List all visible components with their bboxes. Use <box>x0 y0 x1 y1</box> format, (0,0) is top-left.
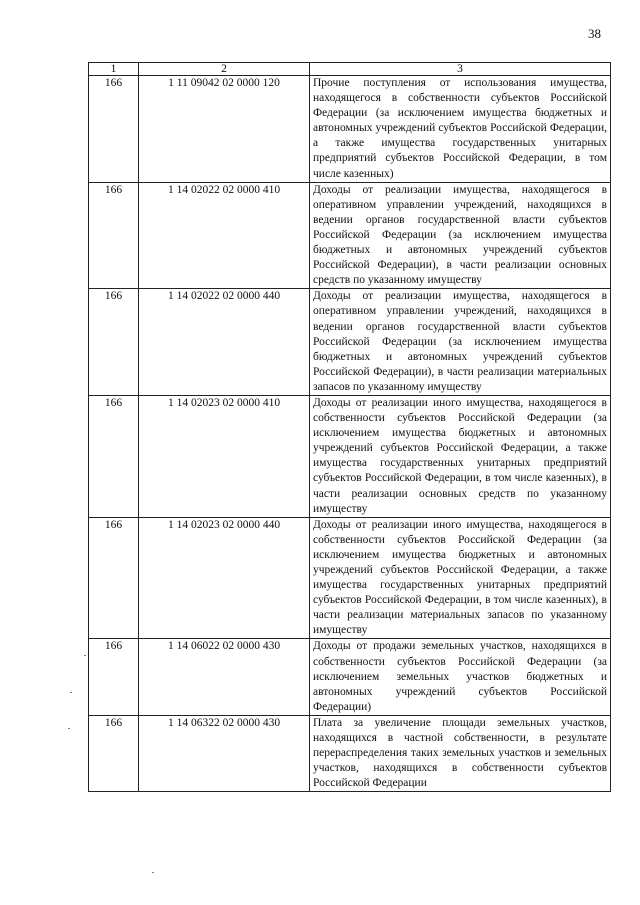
income-name-cell: Доходы от реализации имущества, находящегося в оперативном управлении учреждений, находящихся в ведении органов государственной власти субъектов Российской Федерации (за исключением имущества бюджетных и автономных учреждений субъектов Российской Федерации), в части реализации основных средств по указанному имуществу <box>310 182 611 289</box>
table-row <box>89 715 611 791</box>
table-row <box>89 289 611 396</box>
table-row <box>89 639 611 715</box>
income-codes-table <box>88 62 611 792</box>
income-code-cell: 1 14 06322 02 0000 430 <box>139 715 310 791</box>
income-code-cell: 1 14 06022 02 0000 430 <box>139 639 310 715</box>
income-code-cell: 1 14 02023 02 0000 440 <box>139 517 310 639</box>
column-header-3: 3 <box>310 63 611 76</box>
column-header-1: 1 <box>89 63 139 76</box>
income-name-cell: Доходы от реализации имущества, находящегося в оперативном управлении учреждений, находящихся в ведении органов государственной власти субъектов Российской Федерации (за исключением имущества бюджетных и автономных учреждений субъектов Российской Федерации), в части реализации материальных запасов по указанному имуществу <box>310 289 611 396</box>
income-code-cell: 1 14 02022 02 0000 410 <box>139 182 310 289</box>
admin-code-cell: 166 <box>89 395 139 517</box>
income-name-cell: Прочие поступления от использования имущества, находящегося в собственности субъектов Российской Федерации (за исключением имущества бюджетных и автономных учреждений субъектов Российской Федерации, а также имущества государственных унитарных предприятий субъектов Российской Федерации, в том числе казенных) <box>310 76 611 183</box>
income-code-cell: 1 14 02022 02 0000 440 <box>139 289 310 396</box>
admin-code-cell: 166 <box>89 182 139 289</box>
table-row <box>89 76 611 183</box>
scan-speck <box>84 655 86 656</box>
income-name-cell: Доходы от реализации иного имущества, находящегося в собственности субъектов Российской Федерации (за исключением имущества бюджетных и автономных учреждений субъектов Российской Федерации, а также имущества государственных унитарных предприятий субъектов Российской Федерации, в том числе казенных), в части реализации основных средств по указанному имуществу <box>310 395 611 517</box>
table-row <box>89 395 611 517</box>
income-code-cell: 1 14 02023 02 0000 410 <box>139 395 310 517</box>
page-number: 38 <box>588 26 601 41</box>
admin-code-cell: 166 <box>89 76 139 183</box>
income-name-cell: Доходы от продажи земельных участков, находящихся в собственности субъектов Российской Федерации (за исключением земельных участков бюджетных и автономных учреждений субъектов Российской Федерации) <box>310 639 611 715</box>
table-row <box>89 517 611 639</box>
admin-code-cell: 166 <box>89 715 139 791</box>
scan-speck <box>152 872 154 873</box>
income-name-cell: Доходы от реализации иного имущества, находящегося в собственности субъектов Российской Федерации (за исключением имущества бюджетных и автономных учреждений субъектов Российской Федерации, а также имущества государственных унитарных предприятий субъектов Российской Федерации, в том числе казенных), в части реализации материальных запасов по указанному имуществу <box>310 517 611 639</box>
income-name-cell: Плата за увеличение площади земельных участков, находящихся в частной собственности, в результате перераспределения таких земельных участков и земельных участков, находящихся в собственности субъектов Российской Федерации <box>310 715 611 791</box>
admin-code-cell: 166 <box>89 517 139 639</box>
table-row <box>89 182 611 289</box>
admin-code-cell: 166 <box>89 289 139 396</box>
scan-speck <box>70 692 72 693</box>
admin-code-cell: 166 <box>89 639 139 715</box>
scan-speck <box>68 728 70 729</box>
table-header-row <box>89 63 611 76</box>
column-header-2: 2 <box>139 63 310 76</box>
income-code-cell: 1 11 09042 02 0000 120 <box>139 76 310 183</box>
